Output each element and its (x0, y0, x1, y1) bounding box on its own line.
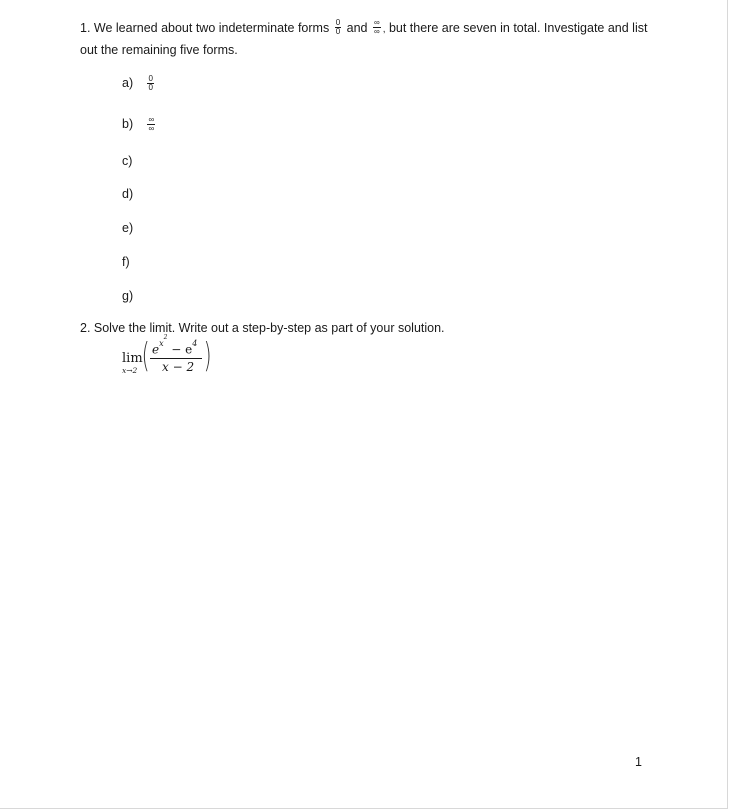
option-label: f) (122, 255, 130, 269)
fraction-denominator: ∞ (373, 27, 380, 37)
question-1-text-start: 1. We learned about two indeterminate forms (80, 21, 330, 35)
limit-numerator (152, 334, 198, 357)
question-1 (80, 18, 660, 60)
numerator-minus: − e (167, 342, 193, 357)
numerator-power: 4 (192, 338, 198, 348)
lim-operator: lim (122, 351, 143, 366)
infinity-over-infinity-fraction (373, 19, 381, 36)
option-a (122, 75, 156, 92)
zero-over-zero-fraction (335, 19, 341, 36)
option-g (122, 288, 142, 304)
question-1-and: and (346, 21, 368, 35)
option-label: d) (122, 187, 134, 201)
fraction-denominator: ∞ (148, 124, 155, 134)
fraction-bar (150, 358, 202, 359)
option-b (122, 116, 157, 133)
fraction-numerator: 0 (148, 74, 153, 84)
fraction-numerator: ∞ (148, 115, 155, 125)
option-b-fraction (147, 116, 155, 133)
question-2: 2. Solve the limit. Write out a step-by-step as part of your solution. (80, 321, 445, 335)
option-label: c) (122, 154, 133, 168)
option-f (122, 254, 142, 270)
right-parenthesis: ) (203, 336, 212, 376)
exponent-base: x (159, 338, 164, 348)
question-1-text-end: but there are seven in total. Investigate and list out the remaining five forms. (80, 21, 648, 57)
fraction-numerator: ∞ (373, 18, 380, 28)
option-label: b) (122, 117, 134, 131)
numerator-base: e (152, 342, 160, 357)
left-parenthesis: ( (141, 336, 150, 376)
numerator-exponent (159, 334, 168, 348)
option-c (122, 153, 142, 169)
fraction-numerator: 0 (335, 18, 341, 28)
question-1-comma: , (382, 24, 386, 35)
page-number: 1 (635, 755, 642, 769)
option-label: g) (122, 289, 134, 303)
option-label: a) (122, 76, 134, 90)
option-e (122, 220, 142, 236)
option-d (122, 186, 142, 202)
fraction-denominator: 0 (148, 83, 153, 93)
option-label: e) (122, 221, 134, 235)
lim-subscript: x→2 (122, 366, 138, 375)
fraction-denominator: 0 (335, 27, 341, 37)
limit-denominator: x − 2 (162, 360, 195, 374)
option-a-fraction (147, 75, 153, 92)
exponent-power: 2 (163, 334, 168, 341)
